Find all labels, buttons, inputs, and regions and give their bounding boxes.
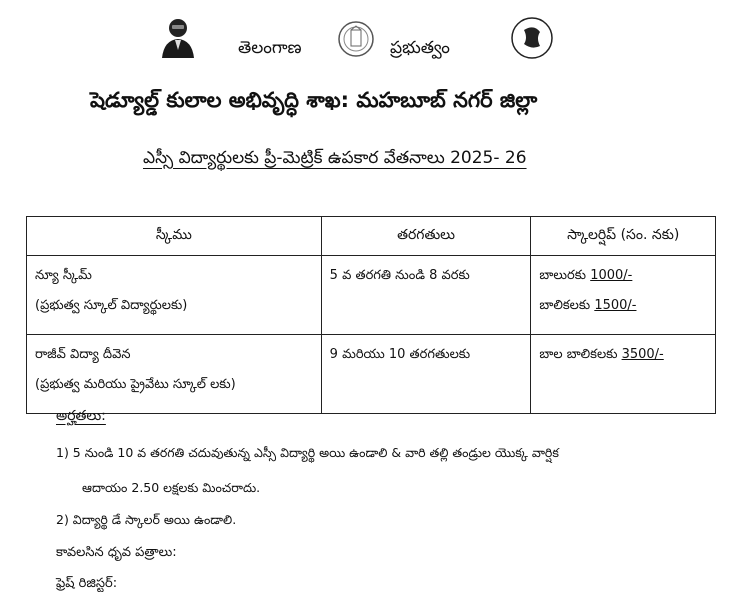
department-logo-icon <box>510 16 554 60</box>
amount-label: బాల బాలికలకు <box>539 347 618 362</box>
gov-name-part2: ప్రభుత్వం <box>390 38 450 58</box>
classes-cell: 5 వ తరగతి నుండి 8 వరకు <box>321 256 531 335</box>
scholarship-subtitle: ఎస్సీ విద్యార్థులకు ప్రీ-మెట్రిక్ ఉపకార వేతనాలు 2025- 26 <box>143 148 527 168</box>
scheme-name: న్యూ స్కీమ్ <box>35 268 92 283</box>
scheme-name: రాజీవ్ విద్యా దీవెన <box>35 347 131 362</box>
classes-cell: 9 మరియు 10 తరగతులకు <box>321 335 531 414</box>
header-classes: తరగతులు <box>321 217 531 256</box>
scheme-note: (ప్రభుత్వ స్కూల్ విద్యార్థులకు) <box>35 298 188 313</box>
gov-name-part1: తెలంగాణ <box>238 38 302 58</box>
ambedkar-portrait-icon <box>158 14 198 58</box>
table-row <box>27 335 716 414</box>
amount-value: 1500/- <box>594 298 637 313</box>
eligibility-item-2: 2) విద్యార్థి డే స్కాలర్ అయి ఉండాలి. <box>56 512 237 527</box>
documents-title: కావలసిన ధృవ పత్రాలు: <box>56 545 177 560</box>
amount-cell <box>531 256 716 335</box>
table-header-row <box>27 217 716 256</box>
documents-fresh-register: ఫ్రెష్ రిజిస్టర్: <box>56 576 118 591</box>
amount-value: 1000/- <box>590 268 633 283</box>
table-row <box>27 256 716 335</box>
eligibility-item-1-line2: ఆదాయం 2.50 లక్షలకు మించరాదు. <box>82 480 261 495</box>
header-scholarship: స్కాలర్షిప్ (సం. నకు) <box>531 217 716 256</box>
amount-cell <box>531 335 716 414</box>
scheme-table <box>26 216 716 414</box>
telangana-emblem-icon <box>337 20 375 58</box>
scheme-cell <box>27 256 322 335</box>
department-title: షెడ్యూల్డ్ కులాల అభివృద్ధి శాఖ: మహబూబ్ నగర్ జిల్లా <box>90 88 538 112</box>
scheme-note: (ప్రభుత్వ మరియు ప్రైవేటు స్కూల్ లకు) <box>35 377 236 392</box>
scheme-cell <box>27 335 322 414</box>
eligibility-item-1-line1: 1) 5 నుండి 10 వ తరగతి చదువుతున్న ఎస్సీ విద్యార్థి అయి ఉండాలి & వారి తల్లి తండ్రుల యొక్క వార్షిక <box>56 445 559 460</box>
amount-label: బాలికలకు <box>539 298 591 313</box>
eligibility-title: అర్హతలు: <box>56 408 106 424</box>
amount-value: 3500/- <box>621 347 664 362</box>
amount-label: బాలురకు <box>539 268 587 283</box>
header-scheme: స్కీము <box>27 217 322 256</box>
